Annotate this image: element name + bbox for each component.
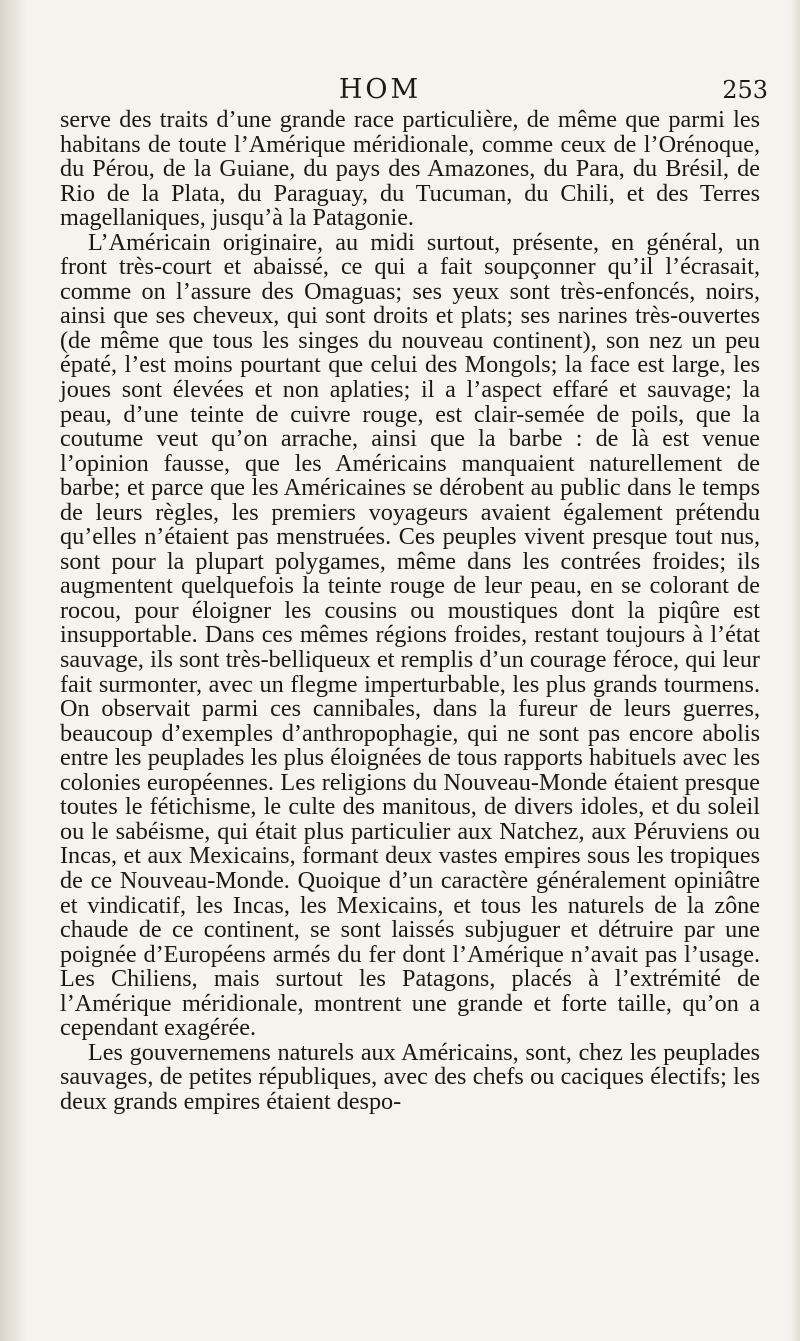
page-number: 253 [722,76,768,104]
paragraph-continuation: serve des traits d’une grande race particulière, de même que parmi les habitans de toute l’Amérique méridionale, comme ceux de l’Orénoque, du Pérou, de la Guiane, du pays des Amazones, du Para, du Brésil, de Rio de la Plata, du Paraguay, du Tucuman, du Chili, et des Terres magellaniques, jusqu’à la Patagonie. [60,106,760,232]
paragraph-american-description: L’Américain originaire, au midi surtout, présente, en général, un front très-court et abaissé, ce qui a fait soupçonner qu’il l’écrasait, comme on l’assure des Omaguas; ses yeux sont très-enfoncés, noirs, ainsi que ses cheveux, qui sont droits et plats; ses narines très-ouvertes (de même que tous les singes du nouveau continent), son nez un peu épaté, l’est moins pourtant que celui des Mongols; la face est large, les joues sont élevées et non aplaties; il a l’aspect effaré et sauvage; la peau, d’une teinte de cuivre rouge, est clair-semée de poils, que la coutume veut qu’on arrache, ainsi que la barbe : de là est venue l’opinion fausse, que les Américains manquaient naturellement de barbe; et parce que les Américaines se dérobent au public dans le temps de leurs règles, les premiers voyageurs avaient également prétendu qu’elles n’étaient pas menstruées. Ces peuples vivent presque tout nus, sont pour la plupart polygames, même dans les contrées froides; ils augmentent quelquefois la teinte rouge de leur peau, en se colorant de rocou, pour éloigner les cousins ou moustiques dont la piqûre est insupportable. Dans ces mêmes régions froides, restant toujours à l’état sauvage, ils sont très-belliqueux et remplis d’un courage féroce, qui leur fait surmonter, avec un flegme imperturbable, les plus grands tourmens. On observait parmi ces cannibales, dans la fureur de leurs guerres, beaucoup d’exemples d’anthropophagie, qui ne sont pas encore abolis entre les peuplades les plus éloignées de tous rapports habituels avec les colonies européennes. Les religions du Nouveau-Monde étaient presque toutes le fétichisme, le culte des manitous, de divers idoles, et du soleil ou le sabéisme, qui était plus particulier aux Natchez, aux Péruviens ou Incas, et aux Mexicains, formant deux vastes empires sous les tropiques de ce Nouveau-Monde. Quoique d’un caractère généralement opiniâtre et vindicatif, les Incas, les Mexicains, et tous les naturels de la zône chaude de ce continent, se sont laissés subjuguer et détruire par une poignée d’Européens armés du fer dont l’Amérique n’avait pas l’usage. Les Chiliens, mais surtout les Patagons, placés à l’extrémité de l’Amérique méridionale, montrent une grande et forte taille, qu’on a cependant exagérée. [60,228,760,1042]
body-text [60,108,760,1114]
running-title: HOM [338,74,422,105]
paragraph-governments: Les gouvernemens naturels aux Américains, sont, chez les peuplades sauvages, de petites républiques, avec des chefs ou caciques électifs; les deux grands empires étaient despo- [60,1038,760,1115]
